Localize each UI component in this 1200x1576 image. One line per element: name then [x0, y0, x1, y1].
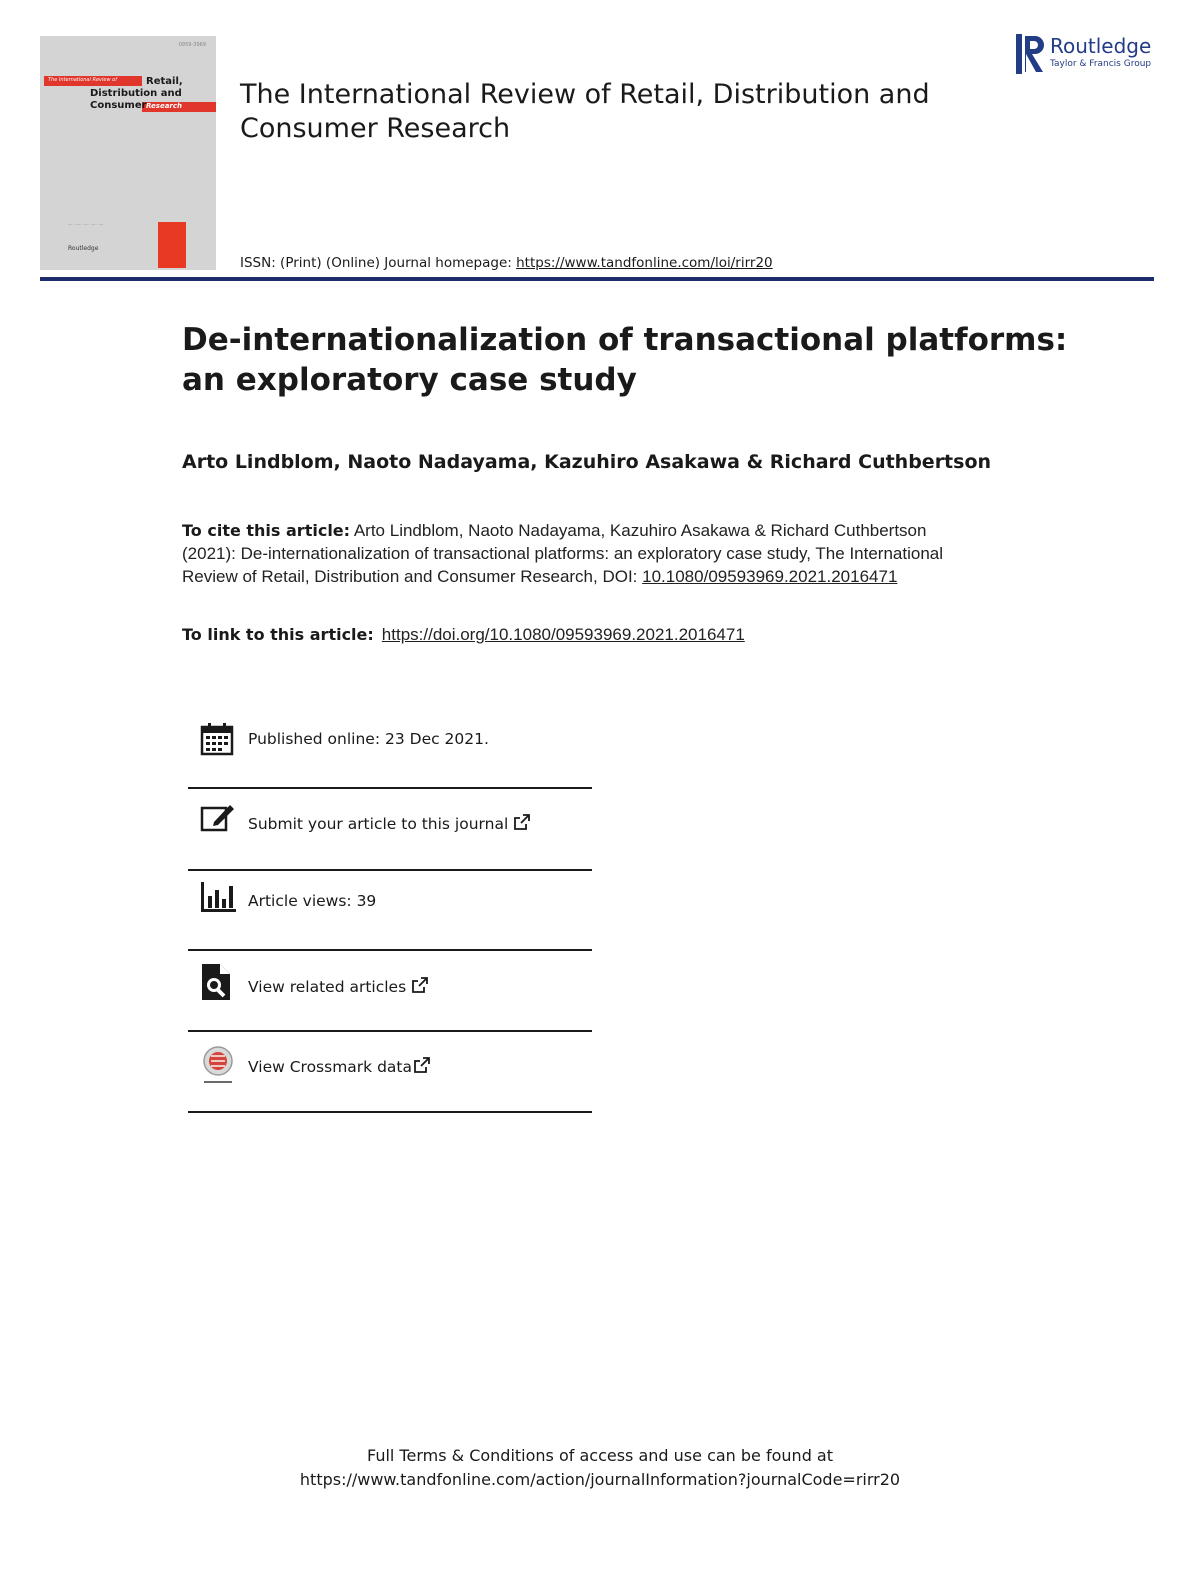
routledge-logo[interactable] [1016, 34, 1166, 74]
cover-publisher: Routledge [68, 245, 99, 252]
link-label: To link to this article: [182, 625, 374, 644]
terms-text: Full Terms & Conditions of access and use can be found at [366, 1446, 834, 1465]
cover-title-part2: Retail, [146, 76, 183, 87]
bar-chart-icon [200, 882, 236, 912]
published-row [188, 722, 592, 762]
cover-accent-block [158, 222, 186, 268]
routledge-r-icon [1016, 34, 1046, 74]
journal-homepage-link[interactable]: https://www.tandfonline.com/loi/rirr20 [516, 255, 773, 271]
article-authors: Arto Lindblom, Naoto Nadayama, Kazuhiro Asakawa & Richard Cuthbertson [182, 451, 992, 473]
external-link-icon [414, 1057, 430, 1073]
submit-row[interactable] [188, 802, 592, 842]
submit-article-link[interactable]: Submit your article to this journal [248, 814, 530, 833]
external-link-icon [514, 814, 530, 830]
cover-title-part1: The International Review of [48, 77, 117, 83]
external-link-icon [412, 977, 428, 993]
article-views: Article views: 39 [248, 892, 377, 910]
terms-url[interactable]: https://www.tandfonline.com/action/journalInformation?journalCode=rirr20 [299, 1470, 901, 1489]
routledge-subtitle: Taylor & Francis Group [1050, 59, 1152, 69]
terms-footer [0, 1444, 1200, 1492]
published-date: Published online: 23 Dec 2021. [248, 730, 489, 748]
issn-text: ISSN: (Print) (Online) Journal homepage: [240, 255, 517, 271]
view-related-articles-link[interactable]: View related articles [248, 977, 428, 996]
issn-line [240, 255, 773, 271]
cover-issn: 0959-3969 [178, 42, 206, 48]
article-title: De-internationalization of transactional platforms: an exploratory case study [182, 322, 1068, 398]
routledge-name: Routledge [1050, 34, 1152, 58]
citation-block [182, 519, 962, 588]
cover-title-part5: Research [146, 102, 183, 110]
views-row [188, 882, 592, 922]
divider [188, 787, 592, 789]
cover-title-band [44, 76, 216, 112]
view-crossmark-link[interactable]: View Crossmark data [248, 1057, 430, 1076]
header-divider [40, 277, 1154, 281]
cover-title-part3: Distribution and [90, 88, 182, 99]
crossmark-row[interactable] [188, 1046, 592, 1088]
document-search-icon [200, 962, 232, 1002]
divider [188, 949, 592, 951]
crossmark-icon [200, 1046, 236, 1086]
cite-label: To cite this article: [182, 521, 351, 540]
journal-title: The International Review of Retail, Distribution and Consumer Research [240, 79, 930, 144]
article-link-line [182, 625, 745, 645]
calendar-icon [200, 722, 234, 756]
divider [188, 869, 592, 871]
cite-text: Arto Lindblom, Naoto Nadayama, Kazuhiro Asakawa & Richard Cuthbertson (2021): De-internationalization of transactional platforms: an exploratory case study, The International Review of Retail, Distribution and Consumer Research, DOI: [182, 521, 944, 586]
cover-title-part4: Consumer [90, 100, 147, 111]
article-doi-link[interactable]: https://doi.org/10.1080/09593969.2021.2016471 [381, 625, 745, 644]
cite-doi-link[interactable]: 10.1080/09593969.2021.2016471 [642, 567, 898, 586]
edit-icon [200, 802, 236, 834]
divider [188, 1111, 592, 1113]
journal-cover: 0959-3969 The International Review of Retail, Distribution and Consumer Research — · — · — · — · — Routledge [40, 36, 216, 270]
divider [188, 1030, 592, 1032]
related-row[interactable] [188, 962, 592, 1004]
